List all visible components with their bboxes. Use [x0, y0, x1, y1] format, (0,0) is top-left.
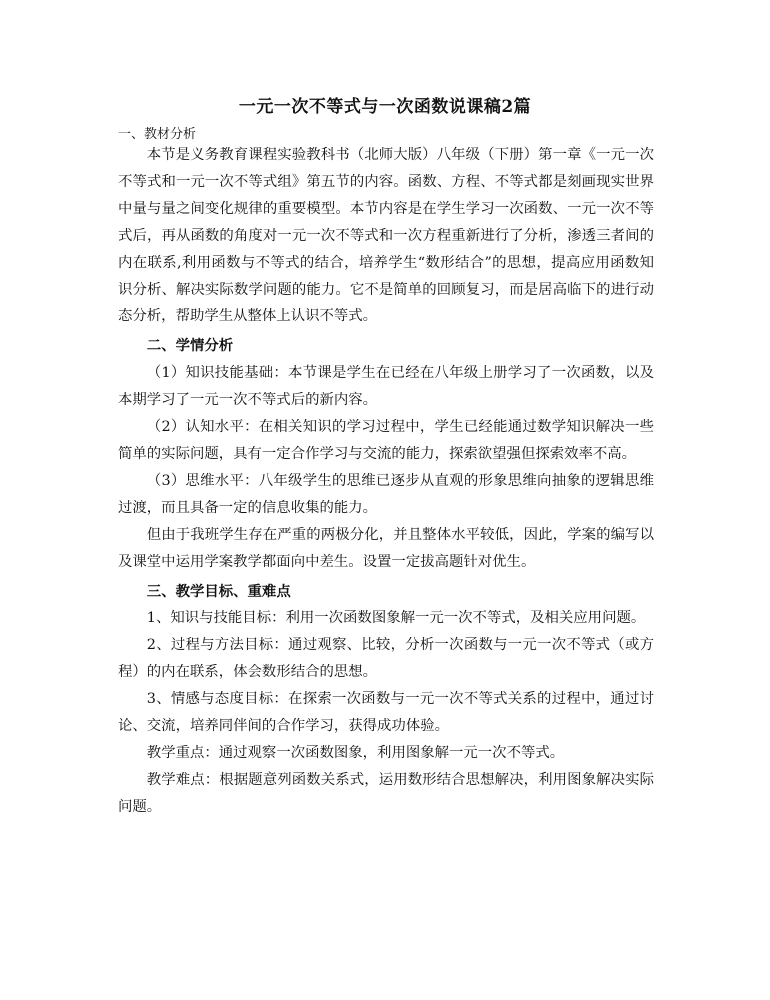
paragraph-goal-process: 2、过程与方法目标：通过观察、比较，分析一次函数与一元一次不等式（或方程）的内在联系，体会数形结合的思想。	[118, 637, 654, 681]
paragraph-textbook-analysis: 本节是义务教育课程实验教科书（北师大版）八年级（下册）第一章《一元一次不等式和一元一次不等式组》第五节的内容。函数、方程、不等式都是刻画现实世界中量与量之间变化规律的重要模型。本节内容是在学生学习一次函数、一元一次不等式后，再从函数的角度对一元一次不等式和一次方程重新进行了分析，渗透三者间的内在联系,利用函数与不等式的结合，培养学生“数形结合”的思想，提高应用函数知识分析、解决实际数学问题的能力。它不是简单的回顾复习，而是居高临下的进行动态分析，帮助学生从整体上认识不等式。	[118, 147, 654, 325]
paragraph-knowledge-skill: （1）知识技能基础：本节课是学生在已经在八年级上册学习了一次函数，以及本期学习了一元一次不等式后的新内容。	[118, 365, 654, 409]
section-heading-teaching-goals: 三、教学目标、重难点	[146, 582, 291, 600]
document-body	[118, 142, 654, 821]
paragraph-thinking-level: （3）思维水平：八年级学生的思维已逐步从直观的形象思维向抽象的逻辑思维过渡，而且具备一定的信息收集的能力。	[118, 472, 654, 516]
paragraph-goal-attitude: 3、情感与态度目标：在探索一次函数与一元一次不等式关系的过程中，通过讨论、交流，培养同伴间的合作学习，获得成功体验。	[118, 691, 654, 735]
paragraph-class-situation: 但由于我班学生存在严重的两极分化，并且整体水平较低，因此，学案的编写以及课堂中运用学案教学都面向中差生。设置一定拔高题针对优生。	[118, 526, 654, 570]
paragraph-difficult-point: 教学难点：根据题意列函数关系式，运用数形结合思想解决，利用图象解决实际问题。	[118, 771, 654, 815]
paragraph-goal-knowledge: 1、知识与技能目标：利用一次函数图象解一元一次不等式，及相关应用问题。	[146, 610, 646, 627]
paragraph-cognitive-level: （2）认知水平：在相关知识的学习过程中，学生已经能通过数学知识解决一些简单的实际问题，具有一定合作学习与交流的能力，探索欲望强但探索效率不高。	[118, 419, 654, 462]
section-heading-student-analysis: 二、学情分析	[146, 337, 234, 355]
document-title: 一元一次不等式与一次函数说课稿2篇	[238, 97, 532, 117]
section-heading-textbook-analysis: 一、教材分析	[118, 127, 197, 142]
paragraph-key-point: 教学重点：通过观察一次函数图象，利用图象解一元一次不等式。	[146, 744, 565, 761]
